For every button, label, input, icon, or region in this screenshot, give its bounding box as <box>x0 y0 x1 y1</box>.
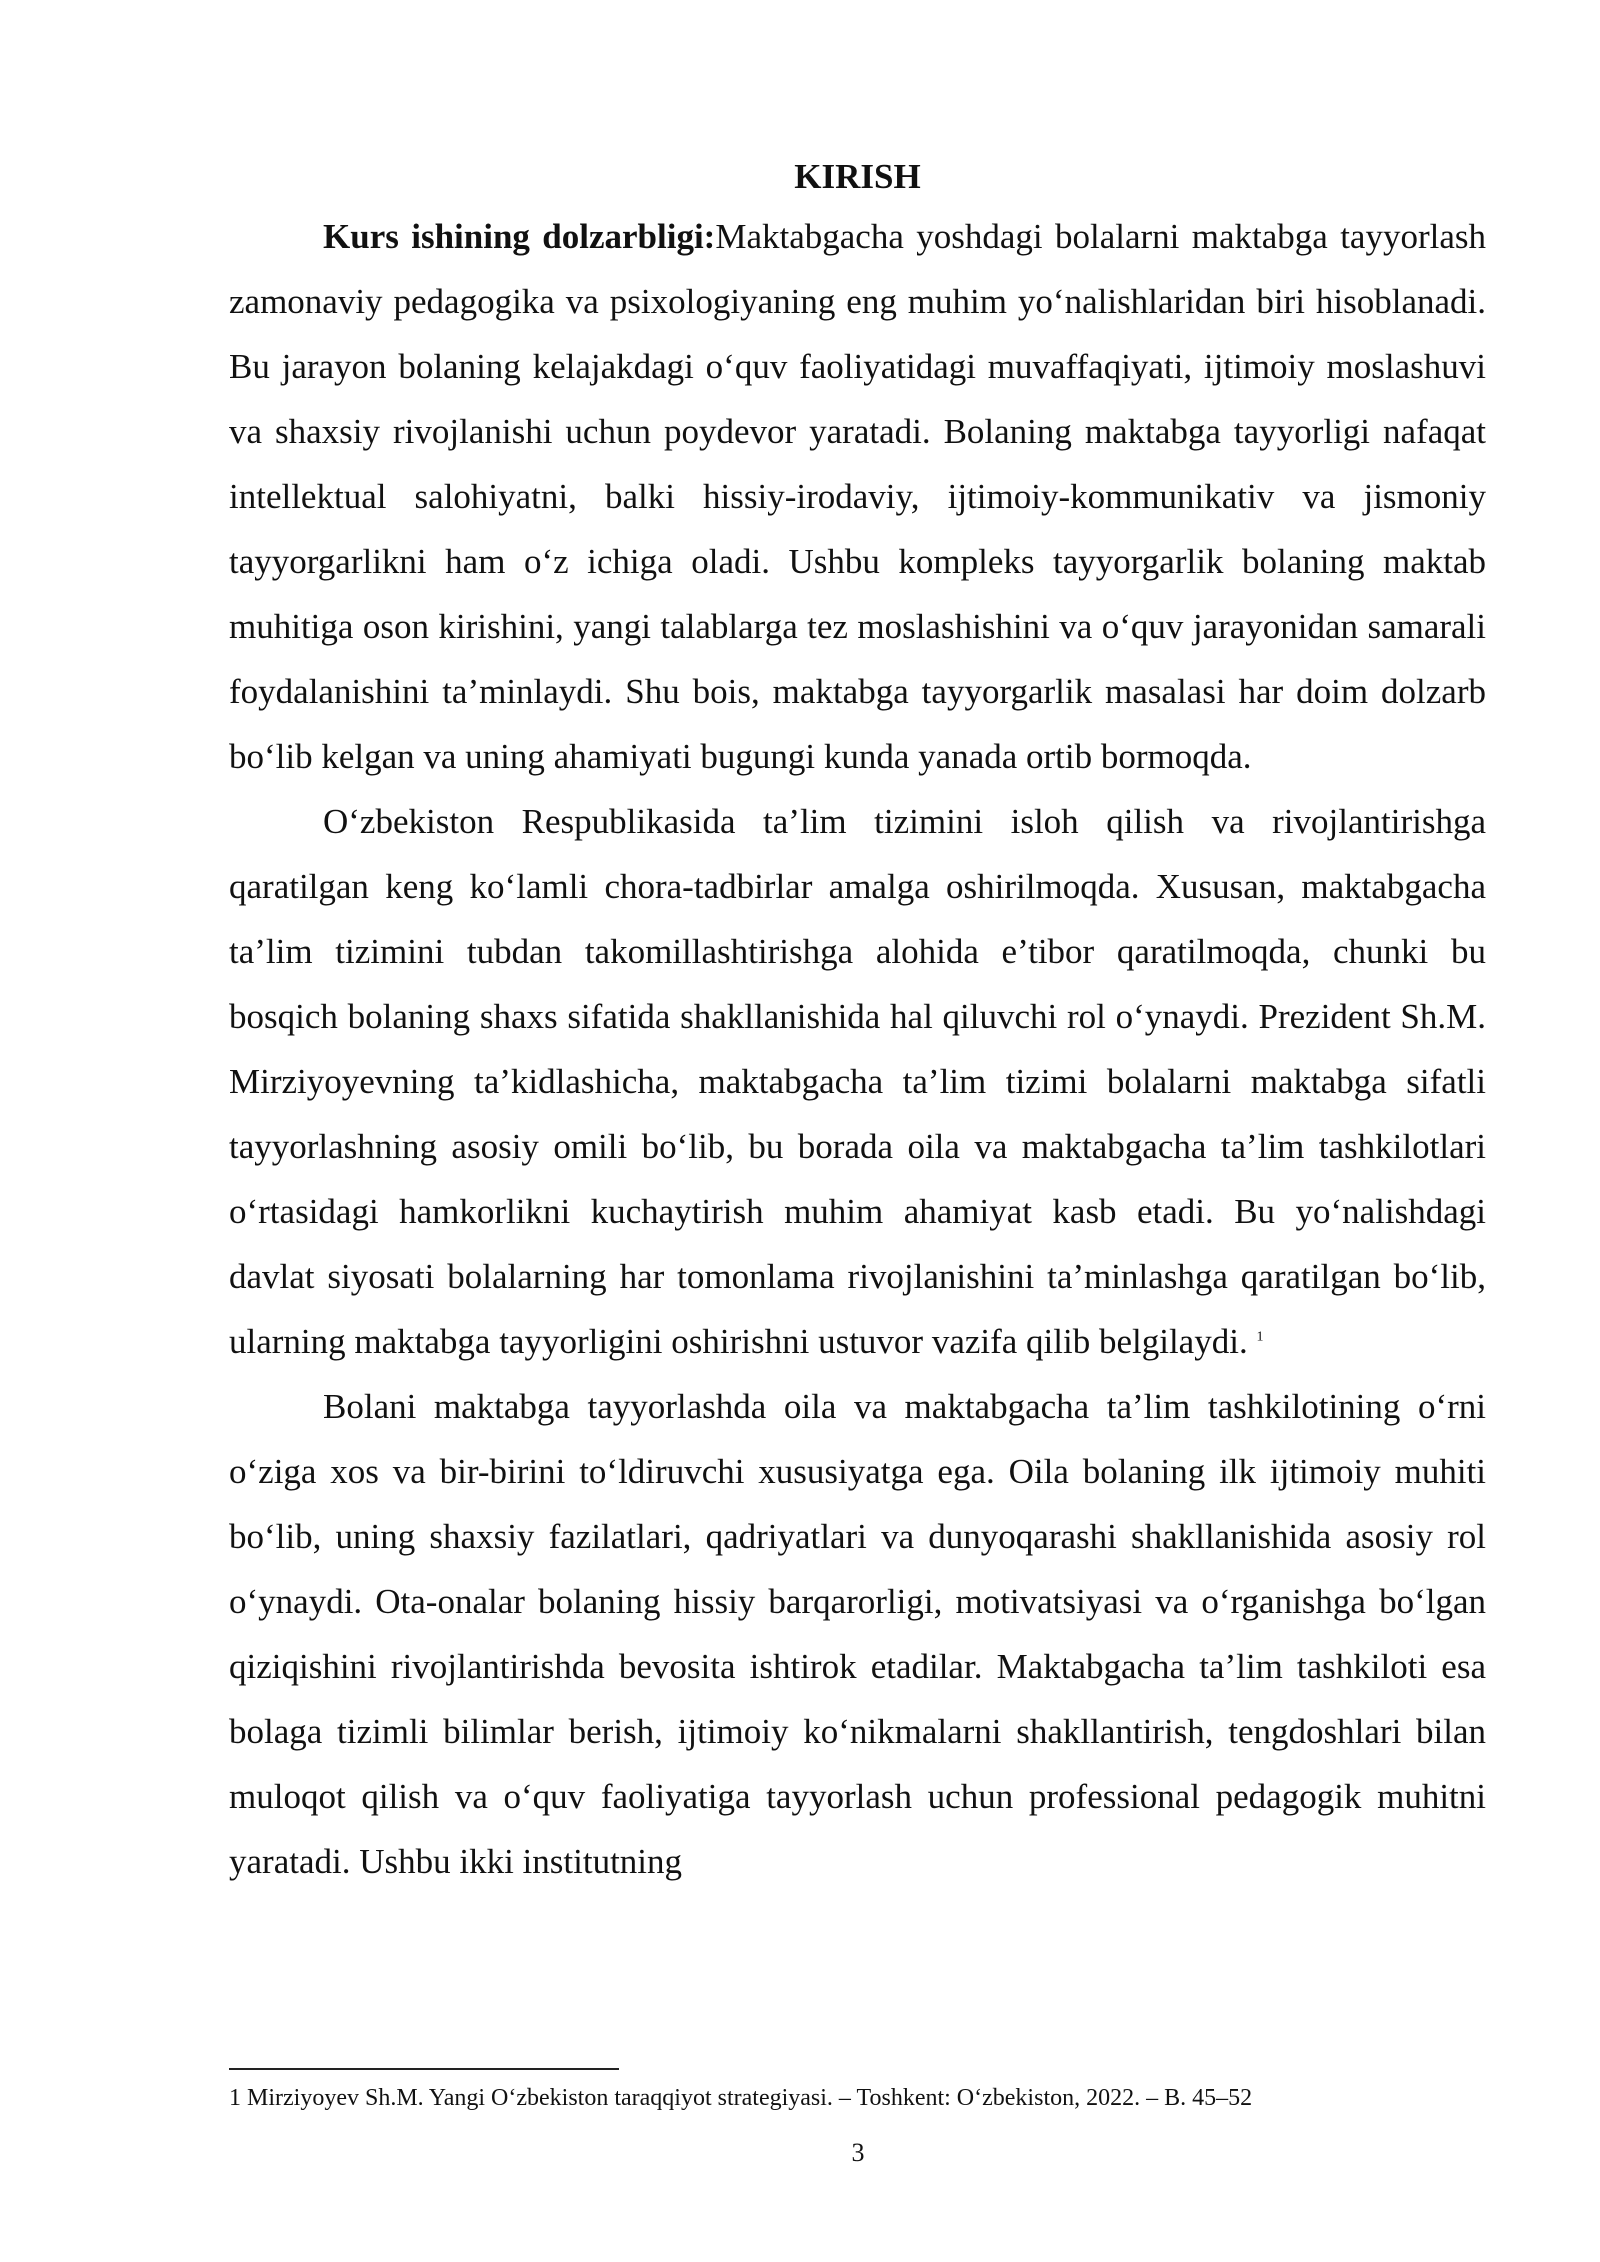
paragraph-text: Bolani maktabga tayyorlashda oila va maktabgacha ta’lim tashkilotining oʻrni oʻziga xos va bir-birini toʻldiruvchi xususiyatga ega. Oila bolaning ilk ijtimoiy muhiti boʻlib, uning shaxsiy fazilatlari, qadriyatlari va dunyoqarashi shakllanishida asosiy rol oʻynaydi. Ota-onalar bolaning hissiy barqarorligi, motivatsiyasi va oʻrganishga boʻlgan qiziqishini rivojlantirishda bevosita ishtirok etadilar. Maktabgacha ta’lim tashkiloti esa bolaga tizimli bilimlar berish, ijtimoiy koʻnikmalarni shakllantirish, tengdoshlari bilan muloqot qilish va oʻquv faoliyatiga tayyorlash uchun professional pedagogik muhitni yaratadi. Ushbu ikki institutning <box>229 1387 1486 1881</box>
paragraph-text: Oʻzbekiston Respublikasida ta’lim tizimini isloh qilish va rivojlantirishga qaratilgan keng koʻlamli chora-tadbirlar amalga oshirilmoqda. Xususan, maktabgacha ta’lim tizimini tubdan takomillashtirishga alohida e’tibor qaratilmoqda, chunki bu bosqich bolaning shaxs sifatida shakllanishida hal qiluvchi rol oʻynaydi. Prezident Sh.M. Mirziyoyevning ta’kidlashicha, maktabgacha ta’lim tizimi bolalarni maktabga sifatli tayyorlashning asosiy omili boʻlib, bu borada oila va maktabgacha ta’lim tashkilotlari oʻrtasidagi hamkorlikni kuchaytirish muhim ahamiyat kasb etadi. Bu yoʻnalishdagi davlat siyosati bolalarning har tomonlama rivojlanishini ta’minlashga qaratilgan boʻlib, ularning maktabga tayyorligini oshirishni ustuvor vazifa qilib belgilaydi. <box>229 802 1486 1361</box>
page-number: 3 <box>851 2138 865 2167</box>
paragraph-text: Maktabgacha yoshdagi bolalarni maktabga tayyorlash zamonaviy pedagogika va psixologiyaning eng muhim yoʻnalishlaridan biri hisoblanadi. Bu jarayon bolaning kelajakdagi oʻquv faoliyatidagi muvaffaqiyati, ijtimoiy moslashuvi va shaxsiy rivojlanishi uchun poydevor yaratadi. Bolaning maktabga tayyorligi nafaqat intellektual salohiyatni, balki hissiy-irodaviy, ijtimoiy-kommunikativ va jismoniy tayyorgarlikni ham oʻz ichiga oladi. Ushbu kompleks tayyorgarlik bolaning maktab muhitiga oson kirishini, yangi talablarga tez moslashishini va oʻquv jarayonidan samarali foydalanishini ta’minlaydi. Shu bois, maktabga tayyorgarlik masalasi har doim dolzarb boʻlib kelgan va uning ahamiyati bugungi kunda yanada ortib bormoqda. <box>229 217 1486 776</box>
section-heading: KIRISH <box>794 157 921 196</box>
paragraph-reforms <box>229 789 1486 1374</box>
paragraph-family-role <box>229 1374 1486 1894</box>
footnote-separator <box>229 2068 619 2070</box>
footnote <box>229 2083 1486 2113</box>
footnote-number: 1 <box>229 2085 241 2111</box>
footnote-text: Mirziyoyev Sh.M. Yangi Oʻzbekiston taraqqiyot strategiyasi. – Toshkent: Oʻzbekiston, 2022. – B. 45–52 <box>247 2085 1253 2111</box>
paragraph-lead: Kurs ishining dolzarbligi: <box>323 217 716 256</box>
page-body <box>229 150 1486 1894</box>
footnote-reference[interactable]: 1 <box>1256 1329 1264 1345</box>
paragraph-relevance <box>229 204 1486 789</box>
